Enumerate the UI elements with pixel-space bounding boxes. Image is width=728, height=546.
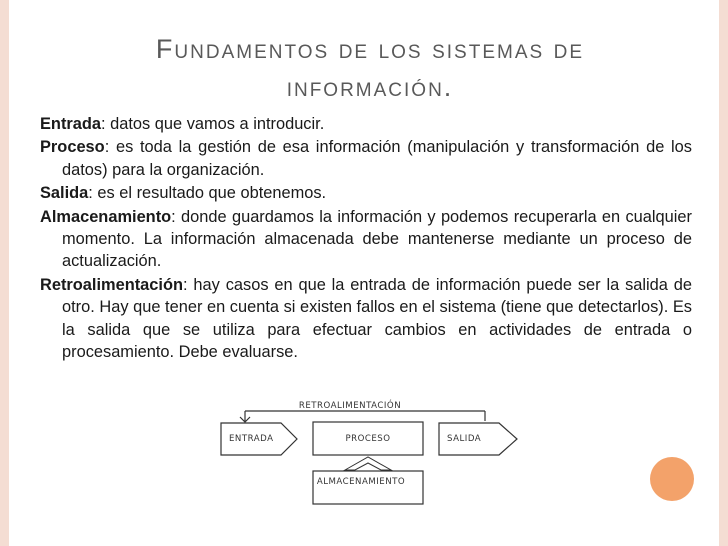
output-arrow-box xyxy=(439,423,517,455)
input-arrow-box xyxy=(221,423,297,455)
term-salida: Salida xyxy=(40,184,89,203)
storage-up-arrow-icon xyxy=(345,457,391,470)
title-line-1: Fundamentos de los sistemas de xyxy=(155,34,585,64)
term-entrada: Entrada xyxy=(40,115,102,133)
feedback-loop xyxy=(240,399,485,422)
storage-rect xyxy=(313,471,423,504)
process-box xyxy=(313,422,423,455)
input-label: ENTRADA xyxy=(229,434,274,444)
term-retroalimentacion: Retroalimentación xyxy=(40,275,183,294)
output-label: SALIDA xyxy=(447,434,482,444)
process-label: PROCESO xyxy=(345,434,391,444)
text-proceso: : es toda la gestión de esa información (manipulación y transformación de los datos) para la organización. xyxy=(62,138,692,179)
decorative-orange-circle xyxy=(650,457,694,501)
text-almacenamiento: : donde guardamos la información y podemos recuperarla en cualquier momento. La información almacenada debe mantenerse mediante un proceso de actualización. xyxy=(62,207,692,271)
storage-label: ALMACENAMIENTO xyxy=(316,477,406,487)
term-almacenamiento: Almacenamiento xyxy=(40,207,172,226)
text-retroalimentacion: : hay casos en que la entrada de información puede ser la salida de otro. Hay que tener en cuenta si existen fallos en el sistema (tiene que detectarlos). Es la salida que se utiliza para efectuar cambios en actividades de entrada o procesamiento. Debe evaluarse. xyxy=(62,275,692,362)
text-salida: : es el resultado que obtenemos. xyxy=(88,184,327,203)
text-entrada: : datos que vamos a introducir. xyxy=(101,115,325,133)
title-line-2: información. xyxy=(286,72,454,102)
feedback-label: RETROALIMENTACIÓN xyxy=(298,401,402,411)
term-proceso: Proceso xyxy=(40,138,105,157)
storage-box xyxy=(313,471,423,504)
storage-connector xyxy=(345,457,391,470)
